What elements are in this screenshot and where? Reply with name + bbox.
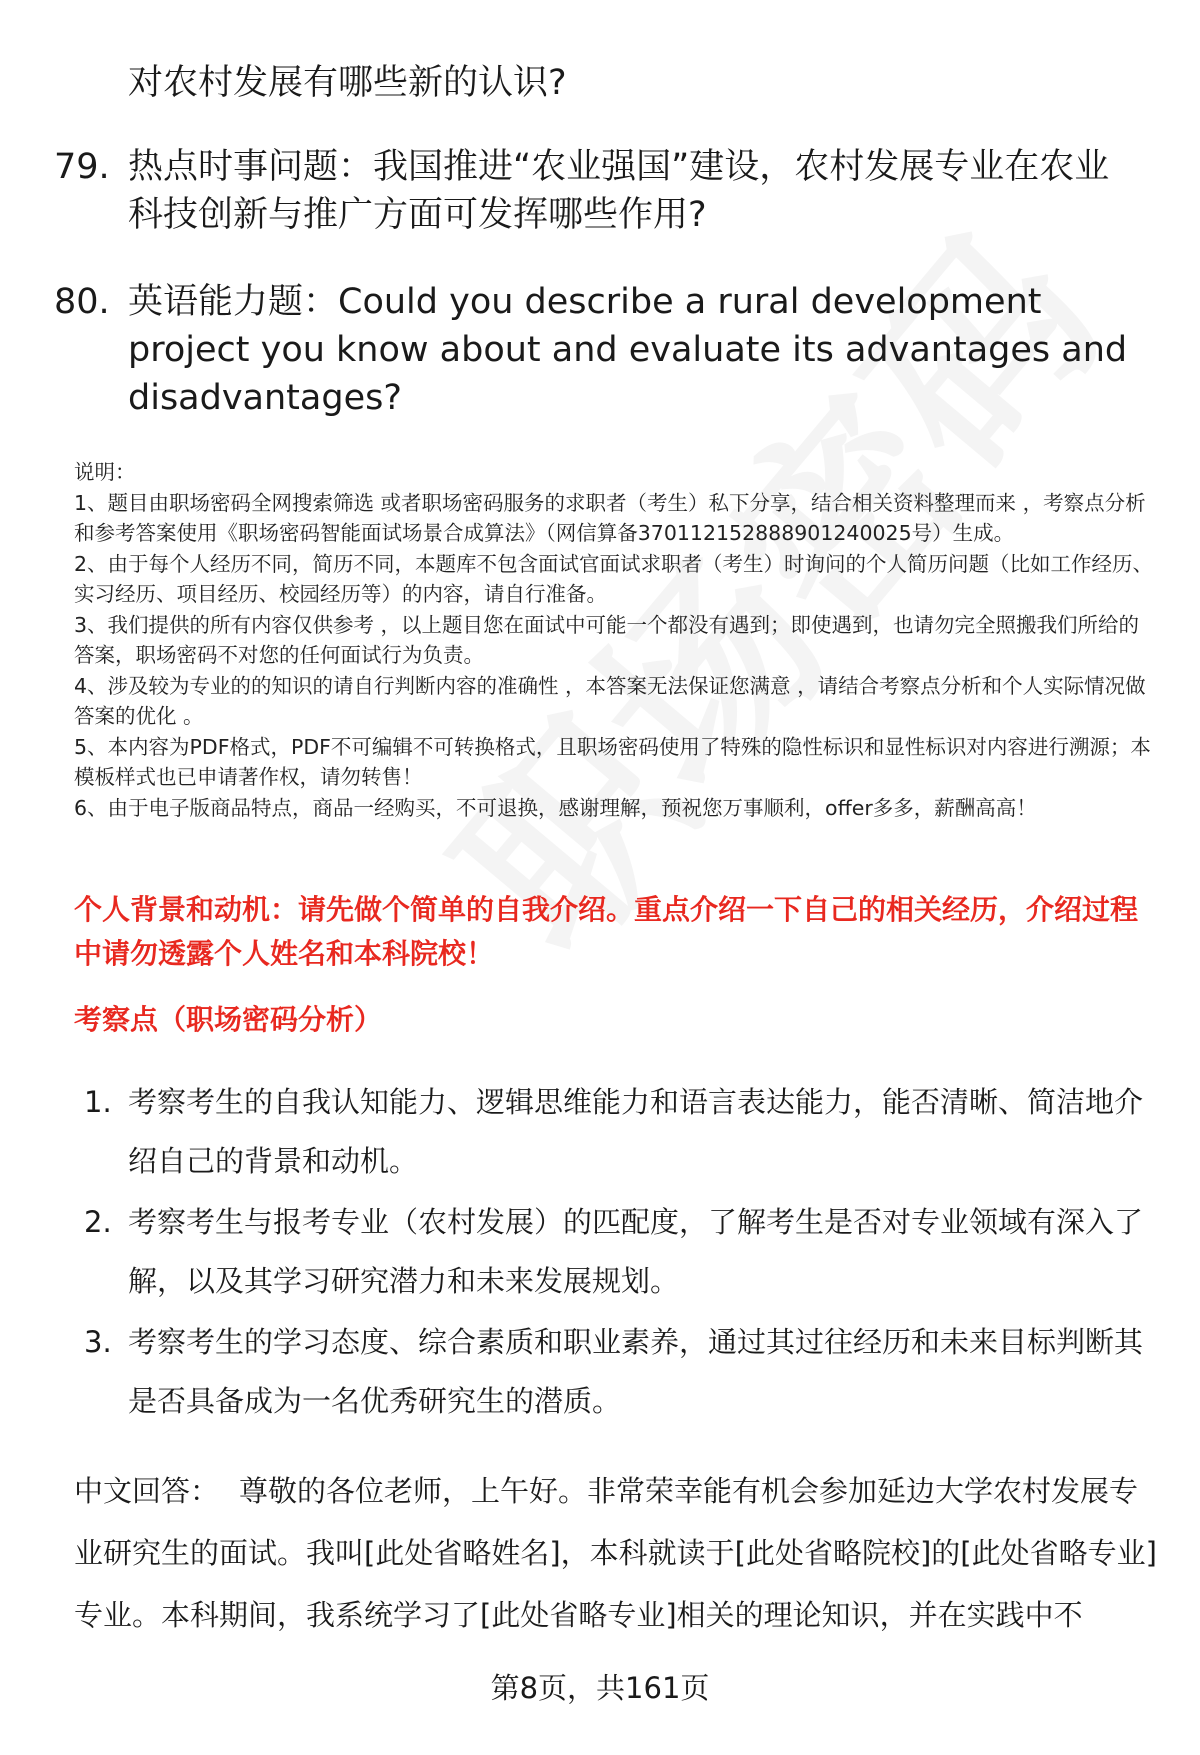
question-number: 80. [54,282,110,322]
focus-point-number: 1. [84,1085,112,1119]
question-text: 英语能力题：Could you describe a rural development project you know about and evaluate its advantages and disadvantages? [128,282,1128,418]
note-item: 2、由于每个人经历不同，简历不同，本题库不包含面试官面试求职者（考生）时询问的个人简历问题（比如工作经历、实习经历、项目经历、校园经历等）的内容，请自行准备。 [74,551,1154,606]
note-item: 1、题目由职场密码全网搜索筛选 或者职场密码服务的求职者（考生）私下分享，结合相关资料整理而来 ，考察点分析和参考答案使用《职场密码智能面试场景合成算法》（网信算备370112152888901240025号）生成。 [74,490,1146,545]
focus-point-text: 考察考生与报考专业（农村发展）的匹配度，了解考生是否对专业领域有深入了解，以及其学习研究潜力和未来发展规划。 [128,1205,1144,1298]
focus-point [84,1313,1144,1431]
notes-section [74,457,1154,823]
question-number: 79. [54,147,110,187]
page-footer: 第8页，共161页 [490,1671,710,1705]
focus-point-text: 考察考生的自我认知能力、逻辑思维能力和语言表达能力，能否清晰、简洁地介绍自己的背景和动机。 [128,1085,1144,1178]
notes-title: 说明： [74,460,136,484]
answer-paragraph [74,1460,1159,1646]
question-text: 热点时事问题：我国推进“农业强国”建设，农村发展专业在农业科技创新与推广方面可发挥哪些作用? [128,147,1110,235]
note-item: 5、本内容为PDF格式，PDF不可编辑不可转换格式，且职场密码使用了特殊的隐性标识和显性标识对内容进行溯源；本模板样式也已申请著作权，请勿转售！ [74,734,1151,789]
answer-text: 尊敬的各位老师，上午好。非常荣幸能有机会参加延边大学农村发展专业研究生的面试。我叫[此处省略姓名]，本科就读于[此处省略院校]的[此处省略专业]专业。本科期间，我系统学习了[此处省略专业]相关的理论知识，并在实践中不 [74,1474,1157,1632]
note-item: 6、由于电子版商品特点，商品一经购买，不可退换，感谢理解，预祝您万事顺利，offer多多，薪酬高高！ [74,795,1037,820]
focus-point-number: 3. [84,1325,112,1359]
answer-label: 中文回答： [74,1474,220,1508]
focus-point [84,1073,1144,1191]
question-continuation: 对农村发展有哪些新的认识? [128,63,567,103]
focus-title: 考察点（职场密码分析） [74,1003,383,1036]
note-item: 3、我们提供的所有内容仅供参考 ，以上题目您在面试中可能一个都没有遇到；即使遇到，也请勿完全照搬我们所给的答案，职场密码不对您的任何面试行为负责。 [74,612,1140,667]
focus-points-list [84,1073,1144,1433]
question-80 [54,278,1144,422]
focus-point-text: 考察考生的学习态度、综合素质和职业素养，通过其过往经历和未来目标判断其是否具备成为一名优秀研究生的潜质。 [128,1325,1144,1418]
note-item: 4、涉及较为专业的的知识的请自行判断内容的准确性 ，本答案无法保证您满意 ，请结合考察点分析和个人实际情况做答案的优化 。 [74,673,1146,728]
focus-point [84,1193,1144,1311]
focus-point-number: 2. [84,1205,112,1239]
background-question: 个人背景和动机：请先做个简单的自我介绍。重点介绍一下自己的相关经历，介绍过程中请勿透露个人姓名和本科院校！ [74,893,1139,970]
question-79 [54,143,1144,239]
